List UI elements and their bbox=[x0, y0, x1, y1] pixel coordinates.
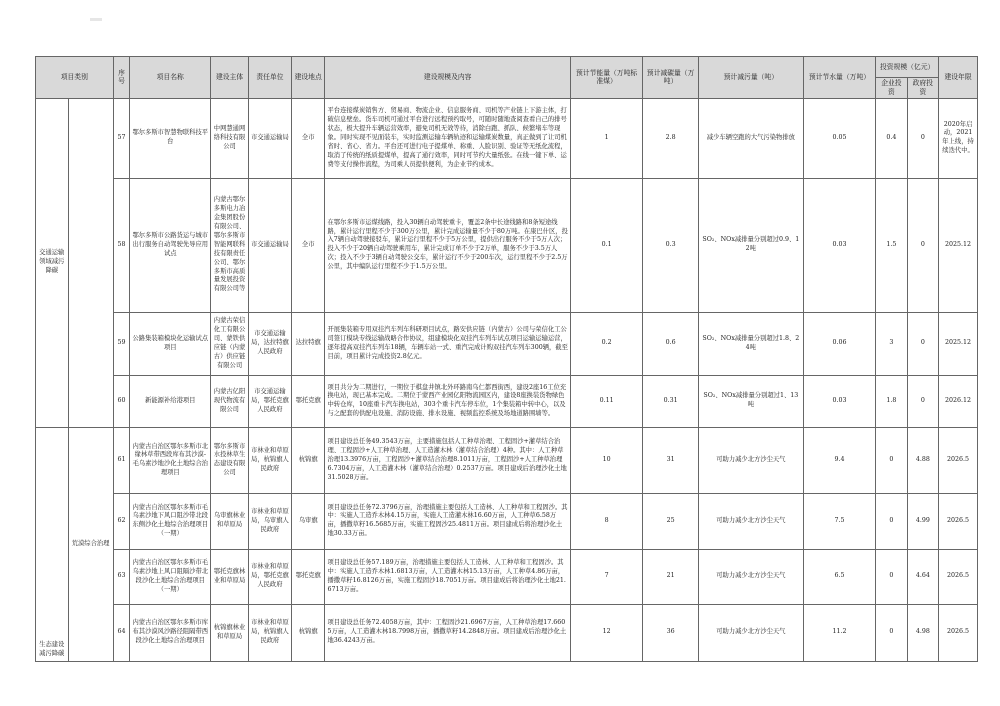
row-site: 鄂托克旗 bbox=[291, 375, 325, 427]
table-row bbox=[36, 375, 978, 427]
row-years: 2026.5 bbox=[939, 427, 978, 493]
row-water: 0.03 bbox=[803, 178, 875, 312]
table-row bbox=[36, 98, 978, 178]
row-invest-ent: 0 bbox=[876, 427, 907, 493]
row-energy: 0.2 bbox=[570, 312, 642, 375]
row-invest-ent: 0 bbox=[876, 493, 907, 549]
row-years: 2026.5 bbox=[939, 493, 978, 549]
row-pollution: 可助力减少北方沙尘天气 bbox=[698, 604, 803, 661]
row-site: 杭锦旗 bbox=[291, 604, 325, 661]
row-invest-gov: 0 bbox=[907, 312, 938, 375]
row-energy: 0.11 bbox=[570, 375, 642, 427]
header-years: 建设年限 bbox=[939, 57, 978, 99]
row-carbon: 2.8 bbox=[643, 98, 699, 178]
row-owner: 鄂尔多斯市水投林草生态建设有限公司 bbox=[211, 427, 249, 493]
row-energy: 8 bbox=[570, 493, 642, 549]
row-no: 57 bbox=[113, 98, 130, 178]
row-years: 2026.5 bbox=[939, 604, 978, 661]
row-invest-ent: 0 bbox=[876, 549, 907, 604]
header-site: 建设地点 bbox=[291, 57, 325, 99]
row-pollution: SO₂、NOx减排量分别超过1、13吨 bbox=[698, 375, 803, 427]
row-site: 全市 bbox=[291, 98, 325, 178]
row-years: 2026.5 bbox=[939, 549, 978, 604]
header-owner: 建设主体 bbox=[211, 57, 249, 99]
group-eco: 生态建设减污降碳 bbox=[36, 427, 69, 661]
row-owner: 内蒙古亿阳现代物流有限公司 bbox=[211, 375, 249, 427]
row-no: 61 bbox=[113, 427, 130, 493]
row-content: 在鄂尔多斯市运煤线路，投入30辆自动驾驶重卡，覆盖2条中长途线路和8条短途线路，累计运行里程不少于300万公里，累计完成运输量不少于80万吨。在康巴什区，投入7辆自动驾驶接驳车，累计运行里程不少于5万公里，提供出行服务不少于5万人次；投入不少于20辆自动驾驶乘用车，累计完成订单不少于2万单，服务不少于3.5万人次；投入不少于3辆自动驾驶公交车，累计运行不少于200车次，运行里程不少于2.5万公里，其中编队运行里程不少于1.5万公里。 bbox=[325, 178, 570, 312]
row-content: 项目建设总任务72.3796万亩，治理措施主要包括人工造林、人工种草和工程固沙。其中：实施人工造乔木林4.15万亩，实施人工造灌木林16.60万亩，人工种草6.58万亩，播撒草籽16.5685万亩，实施工程固沙25.4811万亩。项目建成后将治理沙化土地30.33万亩。 bbox=[325, 493, 570, 549]
project-table bbox=[35, 56, 978, 662]
row-pollution: SO₂、NOx减排量分别超过0.9、12吨 bbox=[698, 178, 803, 312]
row-years: 2026.12 bbox=[939, 375, 978, 427]
row-invest-gov: 0 bbox=[907, 98, 938, 178]
row-carbon: 21 bbox=[643, 549, 699, 604]
row-site: 全市 bbox=[291, 178, 325, 312]
row-owner: 乌审旗林业和草原局 bbox=[211, 493, 249, 549]
header-dept: 责任单位 bbox=[248, 57, 291, 99]
row-site: 鄂托克旗 bbox=[291, 549, 325, 604]
row-carbon: 31 bbox=[643, 427, 699, 493]
page-top-mark bbox=[90, 18, 102, 21]
row-content: 开展集装箱专用双挂汽车列车科研项目试点，路安供应链（内蒙古）公司与荣信化工公司签订模块专线运输战略合作协议，组建模块化双挂汽车列车试点项目运输运输运营，逐年提高双挂汽车列车18辆，车辆车站一式、重汽完成计购双挂汽车列车300辆，截至目前，项目累计完成投资2.8亿元。 bbox=[325, 312, 570, 375]
row-carbon: 0.3 bbox=[643, 178, 699, 312]
row-years: 2020年启动，2021年上线，持续迭代中。 bbox=[939, 98, 978, 178]
row-carbon: 0.6 bbox=[643, 312, 699, 375]
row-content: 平台连接煤炭销售方、贸易商、物流企业、信息服务商、司机等产业链上下游主体，打破信息壁垒。货车司机可通过平台进行远程预约取号，可随时随地查阅查看自己的排号状态，极大提升车辆运营效率，避免司机无效等待，消除白跑、抓队、候繁堵车等现象。同时实现不见面装车，实时监测运输车辆轨迹和运输煤炭数量，真正做到了让司机省时、省心、省力。平台还可进行电子提煤单、称重、人脸识别、验证等无纸化流程，取消了传统的纸质提煤单，提高了通行效率，同时可节约大量纸张。在线一键下单、运费等支付操作流程，为司乘人员提供便利，为企业节约成本。 bbox=[325, 98, 570, 178]
row-invest-gov: 4.64 bbox=[907, 549, 938, 604]
row-dept: 市交通运输局 bbox=[248, 178, 291, 312]
row-no: 63 bbox=[113, 549, 130, 604]
row-name: 鄂尔多斯市公路货运与城市出行服务自动驾驶先导应用试点 bbox=[130, 178, 211, 312]
row-name: 内蒙古自治区鄂尔多斯市毛乌素沙地下风口阻沙带北段东侧沙化土地综合治理项目（一期） bbox=[130, 493, 211, 549]
row-owner: 杭锦旗林业和草原局 bbox=[211, 604, 249, 661]
row-dept: 市林业和草原局，杭锦旗人民政府 bbox=[248, 604, 291, 661]
row-name: 内蒙古自治区鄂尔多斯市北缘林草带西段库布其沙漠-毛乌素沙地沙化土地综合治理项目 bbox=[130, 427, 211, 493]
row-owner: 内蒙古荣信化工有限公司、蒙铁供应链（内蒙古）供应链有限公司 bbox=[211, 312, 249, 375]
row-pollution: 可助力减少北方沙尘天气 bbox=[698, 427, 803, 493]
row-no: 64 bbox=[113, 604, 130, 661]
row-content: 项目建设总任务49.3543万亩，主要措施包括人工种草治理、工程固沙+灌草结合治理、工程固沙+人工种草治理、人工造灌木林（灌草结合治理）4种。其中：人工种草治理13.3976万亩，工程固沙+灌草结合治理8.1011万亩，工程固沙+人工种草治理6.7304万亩，人工造灌木林（灌草结合治理）0.2537万亩。项目建成后治理沙化土地31.5028万亩。 bbox=[325, 427, 570, 493]
row-content: 项目建设总任务72.4058万亩，其中：工程固沙21.6967万亩，人工种草治理17.6605万亩，人工造灌木林18.7998万亩，播撒草籽14.2848万亩。项目建成后治理沙化土地36.4243万亩。 bbox=[325, 604, 570, 661]
row-content: 项目共分为二期进行，一期位于棋盘井镇北外环路南乌仁都西街西，建设2座16工位充换电站，现已基本完成。二期位于蒙西产业园亿阳物流园区内，建设8座换装货物绿色中转仓库，10座重卡汽车换电站，303个重卡汽车停车位，1个集装箱中转中心，以及与之配套的供配电设施、消防设施、排水设施、视频监控系统及场地道路围墙等。 bbox=[325, 375, 570, 427]
row-name: 内蒙古自治区鄂尔多斯市库布其沙漠风沙路径阻隔带西段沙化土地综合治理项目 bbox=[130, 604, 211, 661]
table-row bbox=[36, 549, 978, 604]
header-carbon: 预计减碳量（万吨） bbox=[643, 57, 699, 99]
row-owner: 鄂托克旗林业和草原局 bbox=[211, 549, 249, 604]
header-category: 项目类别 bbox=[36, 57, 114, 99]
row-water: 11.2 bbox=[803, 604, 875, 661]
group-transport: 交通运输领域减污降碳 bbox=[36, 98, 69, 427]
header-invest-gov: 政府投资 bbox=[907, 78, 938, 99]
header-energy: 预计节能量（万吨标准煤） bbox=[570, 57, 642, 99]
row-pollution: SO₂、NOx减排量分别超过1.8、24吨 bbox=[698, 312, 803, 375]
row-water: 6.5 bbox=[803, 549, 875, 604]
row-carbon: 36 bbox=[643, 604, 699, 661]
row-name: 内蒙古自治区鄂尔多斯市毛乌素沙地上风口阻隔沙带北段沙化土地综合治理项目（一期） bbox=[130, 549, 211, 604]
table-row bbox=[36, 312, 978, 375]
row-dept: 市交通运输局，鄂托克旗人民政府 bbox=[248, 375, 291, 427]
row-invest-gov: 4.98 bbox=[907, 604, 938, 661]
row-site: 达拉特旗 bbox=[291, 312, 325, 375]
row-name: 公路集装箱模块化运输试点项目 bbox=[130, 312, 211, 375]
row-water: 9.4 bbox=[803, 427, 875, 493]
row-water: 0.05 bbox=[803, 98, 875, 178]
row-energy: 1 bbox=[570, 98, 642, 178]
row-pollution: 可助力减少北方沙尘天气 bbox=[698, 549, 803, 604]
row-years: 2025.12 bbox=[939, 178, 978, 312]
row-water: 7.5 bbox=[803, 493, 875, 549]
row-content: 项目建设总任务57.189万亩，治理措施主要包括人工造林、人工种草和工程固沙。其中：实施人工造乔木林1.6813万亩，人工造灌木林15.13万亩，人工种草4.86万亩，播撒草籽16.8126万亩，实施工程固沙18.7051万亩。项目建成后将治理沙化土地21.6713万亩。 bbox=[325, 549, 570, 604]
row-energy: 10 bbox=[570, 427, 642, 493]
row-invest-gov: 4.88 bbox=[907, 427, 938, 493]
row-owner: 内蒙古鄂尔多斯电力冶金集团股份有限公司、鄂尔多斯市智能网联科技有限责任公司、鄂尔多斯市高质量发展投资有限公司等 bbox=[211, 178, 249, 312]
row-carbon: 25 bbox=[643, 493, 699, 549]
table-row bbox=[36, 604, 978, 661]
row-carbon: 0.31 bbox=[643, 375, 699, 427]
row-no: 58 bbox=[113, 178, 130, 312]
row-dept: 市林业和草原局，乌审旗人民政府 bbox=[248, 493, 291, 549]
row-invest-ent: 1.8 bbox=[876, 375, 907, 427]
row-water: 0.06 bbox=[803, 312, 875, 375]
row-site: 杭锦旗 bbox=[291, 427, 325, 493]
header-invest-ent: 企业投资 bbox=[876, 78, 907, 99]
row-owner: 中网慧通网络科技有限公司 bbox=[211, 98, 249, 178]
row-name: 鄂尔多斯市智慧物联科技平台 bbox=[130, 98, 211, 178]
row-invest-gov: 0 bbox=[907, 178, 938, 312]
row-energy: 7 bbox=[570, 549, 642, 604]
row-dept: 市林业和草原局，杭锦旗人民政府 bbox=[248, 427, 291, 493]
row-invest-ent: 1.5 bbox=[876, 178, 907, 312]
row-energy: 0.1 bbox=[570, 178, 642, 312]
group-desert: 荒漠综合治理 bbox=[68, 427, 113, 661]
header-pollution: 预计减污量（吨） bbox=[698, 57, 803, 99]
row-site: 乌审旗 bbox=[291, 493, 325, 549]
group-transport-sub bbox=[68, 98, 113, 427]
row-invest-ent: 0 bbox=[876, 604, 907, 661]
row-dept: 市交通运输局 bbox=[248, 98, 291, 178]
row-water: 0.03 bbox=[803, 375, 875, 427]
table-row bbox=[36, 178, 978, 312]
row-no: 59 bbox=[113, 312, 130, 375]
row-invest-gov: 0 bbox=[907, 375, 938, 427]
row-years: 2025.12 bbox=[939, 312, 978, 375]
row-energy: 12 bbox=[570, 604, 642, 661]
row-invest-ent: 3 bbox=[876, 312, 907, 375]
row-dept: 市林业和草原局，鄂托克旗人民政府 bbox=[248, 549, 291, 604]
row-invest-gov: 4.99 bbox=[907, 493, 938, 549]
row-no: 60 bbox=[113, 375, 130, 427]
header-name: 项目名称 bbox=[130, 57, 211, 99]
header-no: 序号 bbox=[113, 57, 130, 99]
header-content: 建设规模及内容 bbox=[325, 57, 570, 99]
row-name: 新能源补给港项目 bbox=[130, 375, 211, 427]
header-invest: 投资规模（亿元） bbox=[876, 57, 939, 78]
row-dept: 市交通运输局，达拉特旗人民政府 bbox=[248, 312, 291, 375]
row-no: 62 bbox=[113, 493, 130, 549]
row-invest-ent: 0.4 bbox=[876, 98, 907, 178]
table-row bbox=[36, 493, 978, 549]
header-water: 预计节水量（万吨） bbox=[803, 57, 875, 99]
row-pollution: 可助力减少北方沙尘天气 bbox=[698, 493, 803, 549]
table-row bbox=[36, 427, 978, 493]
row-pollution: 减少车辆空跑的大气污染物排放 bbox=[698, 98, 803, 178]
